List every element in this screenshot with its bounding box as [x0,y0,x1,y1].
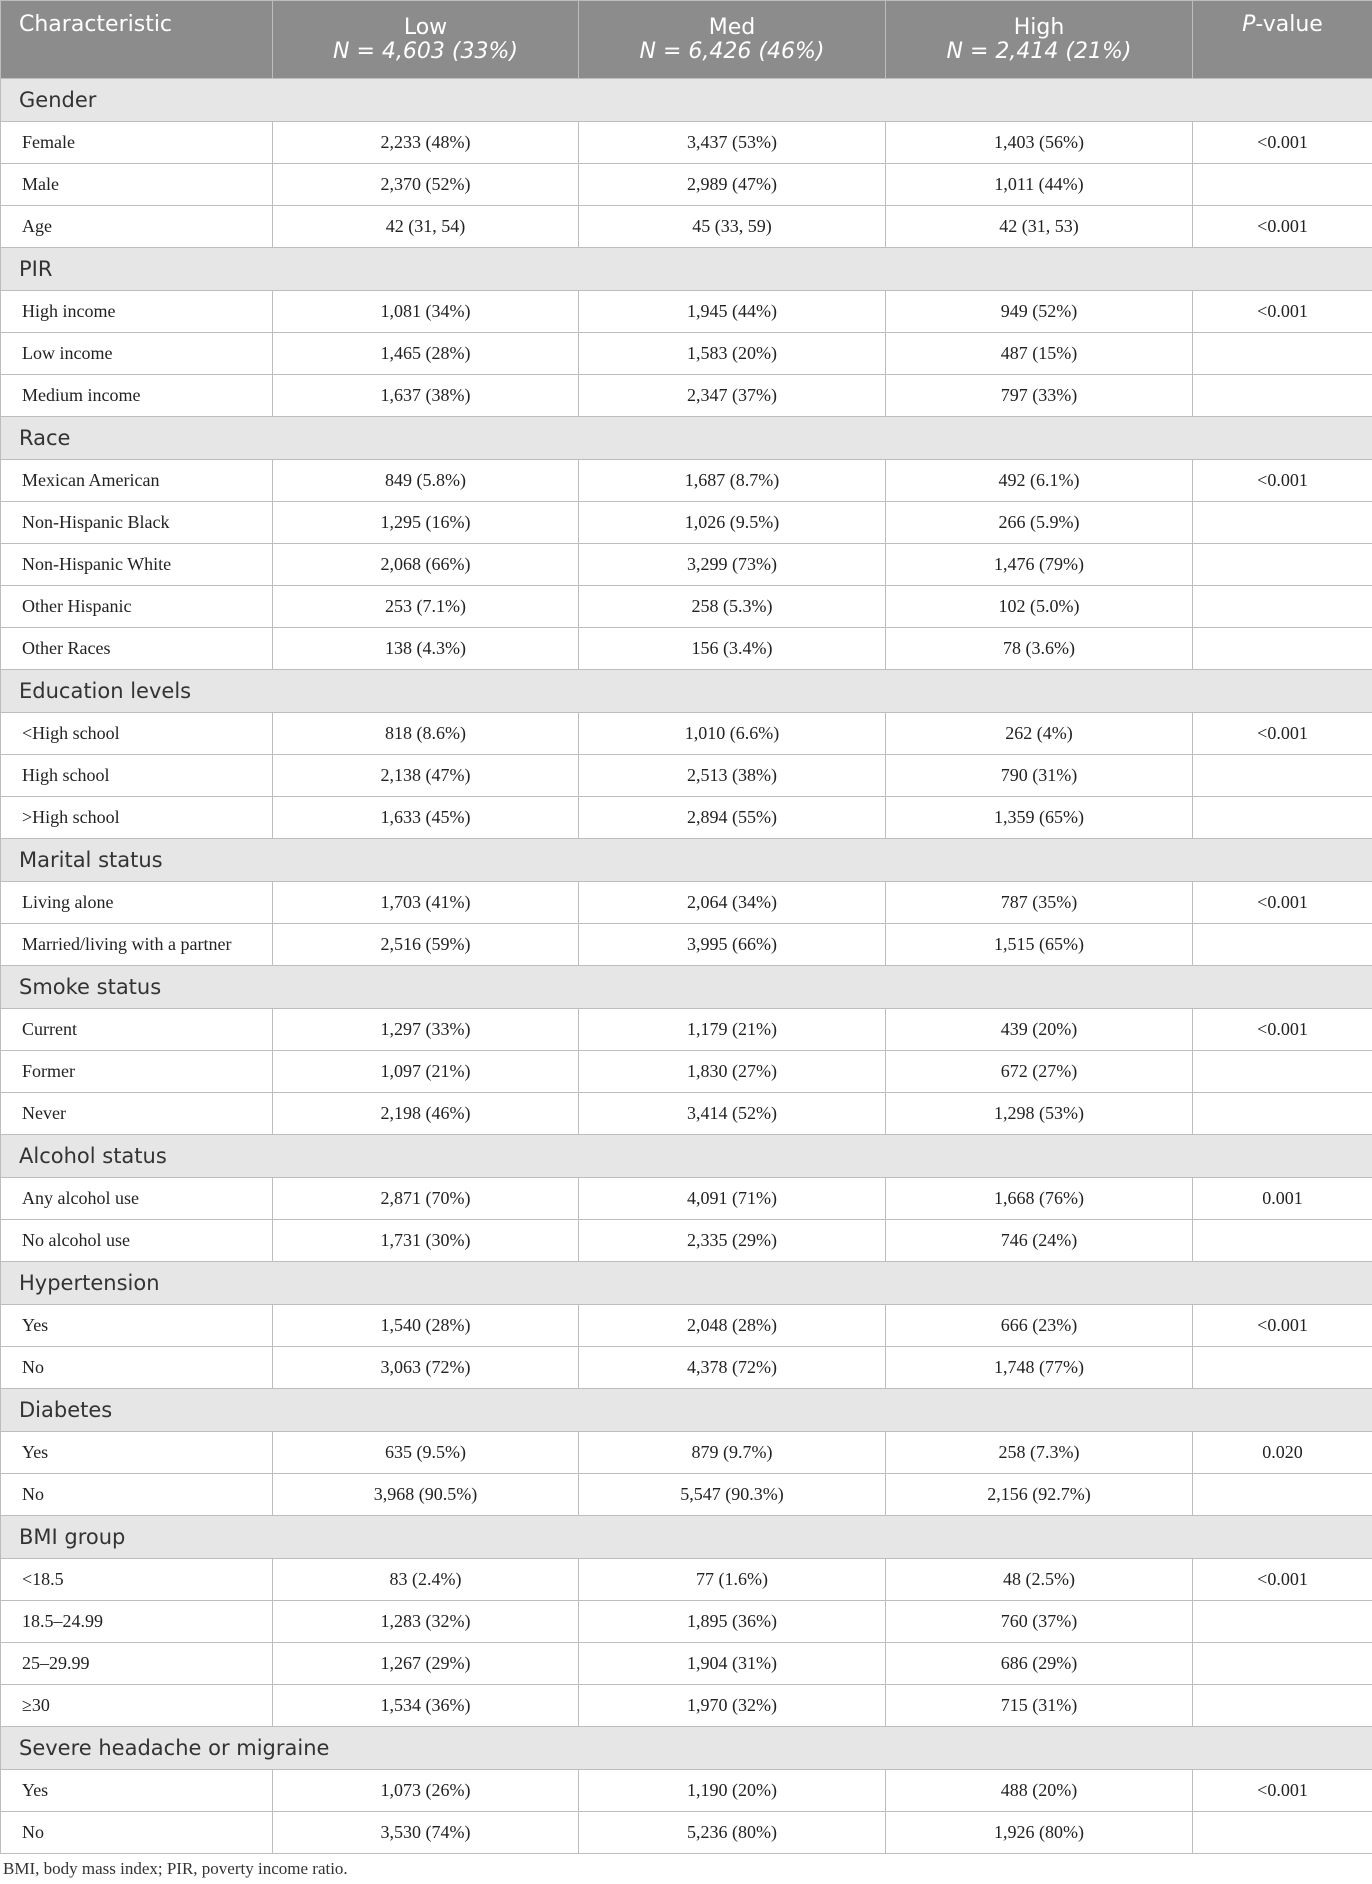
cell-low: 3,968 (90.5%) [273,1474,579,1516]
cell-med: 2,894 (55%) [579,797,886,839]
header-high-label: High [1013,14,1065,40]
cell-med: 2,513 (38%) [579,755,886,797]
cell-pvalue: <0.001 [1193,122,1372,164]
cell-low: 2,370 (52%) [273,164,579,206]
cell-med: 3,414 (52%) [579,1093,886,1135]
cell-med: 258 (5.3%) [579,586,886,628]
cell-high: 439 (20%) [886,1009,1193,1051]
cell-med: 1,895 (36%) [579,1601,886,1643]
row-label: <18.5 [1,1559,273,1601]
row-label: 25–29.99 [1,1643,273,1685]
cell-low: 1,731 (30%) [273,1220,579,1262]
row-label: Any alcohol use [1,1178,273,1220]
cell-med: 2,064 (34%) [579,882,886,924]
cell-high: 1,926 (80%) [886,1812,1193,1854]
section-row [1,1389,1372,1432]
row-label: No alcohol use [1,1220,273,1262]
section-row [1,1516,1372,1559]
cell-high: 488 (20%) [886,1770,1193,1812]
row-label: Yes [1,1432,273,1474]
cell-low: 635 (9.5%) [273,1432,579,1474]
cell-high: 790 (31%) [886,755,1193,797]
cell-med: 2,989 (47%) [579,164,886,206]
header-pvalue [1193,1,1372,79]
cell-low: 2,138 (47%) [273,755,579,797]
cell-high: 48 (2.5%) [886,1559,1193,1601]
table-row [1,882,1372,924]
cell-med: 1,583 (20%) [579,333,886,375]
cell-high: 42 (31, 53) [886,206,1193,248]
cell-low: 2,068 (66%) [273,544,579,586]
section-label: Marital status [1,839,1372,882]
row-label: Female [1,122,273,164]
table-row [1,291,1372,333]
table-row [1,1643,1372,1685]
header-med-label: Med [708,14,756,40]
table-row [1,1812,1372,1854]
cell-high: 1,011 (44%) [886,164,1193,206]
table-row [1,122,1372,164]
cell-high: 2,156 (92.7%) [886,1474,1193,1516]
table-row [1,1770,1372,1812]
cell-low: 253 (7.1%) [273,586,579,628]
cell-low: 1,465 (28%) [273,333,579,375]
row-label: Yes [1,1770,273,1812]
cell-high: 949 (52%) [886,291,1193,333]
section-label: Alcohol status [1,1135,1372,1178]
cell-low: 138 (4.3%) [273,628,579,670]
table-row [1,460,1372,502]
cell-med: 77 (1.6%) [579,1559,886,1601]
cell-low: 2,233 (48%) [273,122,579,164]
cell-low: 2,871 (70%) [273,1178,579,1220]
table-row [1,164,1372,206]
cell-med: 45 (33, 59) [579,206,886,248]
table-row [1,333,1372,375]
row-label: Low income [1,333,273,375]
row-label: No [1,1812,273,1854]
cell-high: 715 (31%) [886,1685,1193,1727]
row-label: No [1,1474,273,1516]
cell-low: 1,703 (41%) [273,882,579,924]
section-label: Education levels [1,670,1372,713]
cell-pvalue [1193,924,1372,966]
table-row [1,544,1372,586]
table-header [1,1,1372,79]
cell-med: 1,010 (6.6%) [579,713,886,755]
table-row [1,755,1372,797]
cell-pvalue [1193,1601,1372,1643]
section-row [1,417,1372,460]
row-label: Married/living with a partner [1,924,273,966]
section-label: BMI group [1,1516,1372,1559]
cell-med: 1,830 (27%) [579,1051,886,1093]
section-label: Smoke status [1,966,1372,1009]
table-row [1,1601,1372,1643]
cell-med: 1,190 (20%) [579,1770,886,1812]
table-body [1,79,1372,1854]
header-med [579,1,886,79]
row-label: Living alone [1,882,273,924]
cell-pvalue [1193,1474,1372,1516]
cell-med: 1,970 (32%) [579,1685,886,1727]
cell-med: 3,995 (66%) [579,924,886,966]
row-label: Current [1,1009,273,1051]
section-label: PIR [1,248,1372,291]
cell-med: 5,547 (90.3%) [579,1474,886,1516]
section-row [1,670,1372,713]
cell-high: 262 (4%) [886,713,1193,755]
table-row [1,924,1372,966]
header-row [1,1,1372,79]
section-label: Gender [1,79,1372,122]
table-row [1,1685,1372,1727]
table-row [1,1093,1372,1135]
table-row [1,797,1372,839]
cell-low: 3,063 (72%) [273,1347,579,1389]
row-label: Age [1,206,273,248]
row-label: Medium income [1,375,273,417]
cell-high: 1,748 (77%) [886,1347,1193,1389]
cell-pvalue [1193,1347,1372,1389]
table-row [1,1347,1372,1389]
cell-pvalue: 0.001 [1193,1178,1372,1220]
header-pvalue-p: P [1242,12,1256,37]
table-row [1,1009,1372,1051]
table-row [1,1178,1372,1220]
cell-pvalue [1193,755,1372,797]
cell-high: 492 (6.1%) [886,460,1193,502]
cell-pvalue [1193,1051,1372,1093]
cell-pvalue [1193,544,1372,586]
section-row [1,839,1372,882]
cell-low: 1,637 (38%) [273,375,579,417]
cell-med: 2,347 (37%) [579,375,886,417]
cell-high: 686 (29%) [886,1643,1193,1685]
row-label: 18.5–24.99 [1,1601,273,1643]
table-row [1,375,1372,417]
table-row [1,1559,1372,1601]
cell-low: 1,297 (33%) [273,1009,579,1051]
row-label: High school [1,755,273,797]
cell-pvalue: <0.001 [1193,882,1372,924]
cell-med: 1,687 (8.7%) [579,460,886,502]
cell-low: 1,073 (26%) [273,1770,579,1812]
cell-low: 2,516 (59%) [273,924,579,966]
cell-pvalue [1193,1812,1372,1854]
cell-high: 258 (7.3%) [886,1432,1193,1474]
section-row [1,1727,1372,1770]
cell-pvalue: <0.001 [1193,460,1372,502]
cell-med: 1,904 (31%) [579,1643,886,1685]
row-label: Other Races [1,628,273,670]
table-row [1,713,1372,755]
row-label: Non-Hispanic White [1,544,273,586]
cell-high: 78 (3.6%) [886,628,1193,670]
cell-high: 666 (23%) [886,1305,1193,1347]
cell-med: 2,048 (28%) [579,1305,886,1347]
row-label: Yes [1,1305,273,1347]
cell-high: 1,359 (65%) [886,797,1193,839]
table-row [1,628,1372,670]
section-label: Severe headache or migraine [1,1727,1372,1770]
table-row [1,586,1372,628]
cell-high: 787 (35%) [886,882,1193,924]
table-row [1,1220,1372,1262]
cell-low: 3,530 (74%) [273,1812,579,1854]
cell-med: 2,335 (29%) [579,1220,886,1262]
table-footnote: BMI, body mass index; PIR, poverty income ratio. [3,1859,348,1878]
header-med-n: N = 6,426 (46%) [639,38,825,64]
cell-low: 1,633 (45%) [273,797,579,839]
section-row [1,1135,1372,1178]
cell-med: 1,179 (21%) [579,1009,886,1051]
cell-low: 42 (31, 54) [273,206,579,248]
cell-med: 156 (3.4%) [579,628,886,670]
cell-pvalue: 0.020 [1193,1432,1372,1474]
cell-low: 2,198 (46%) [273,1093,579,1135]
cell-high: 1,515 (65%) [886,924,1193,966]
cell-low: 1,283 (32%) [273,1601,579,1643]
cell-med: 5,236 (80%) [579,1812,886,1854]
section-label: Hypertension [1,1262,1372,1305]
cell-pvalue [1193,1643,1372,1685]
header-pvalue-rest: -value [1255,12,1323,37]
header-characteristic: Characteristic [1,1,273,79]
cell-med: 1,945 (44%) [579,291,886,333]
row-label: Former [1,1051,273,1093]
row-label: High income [1,291,273,333]
cell-pvalue: <0.001 [1193,1305,1372,1347]
cell-pvalue: <0.001 [1193,206,1372,248]
cell-high: 487 (15%) [886,333,1193,375]
table-row [1,1305,1372,1347]
table-row [1,206,1372,248]
cell-med: 3,299 (73%) [579,544,886,586]
table-row [1,1432,1372,1474]
cell-pvalue: <0.001 [1193,713,1372,755]
section-row [1,79,1372,122]
cell-high: 746 (24%) [886,1220,1193,1262]
cell-pvalue: <0.001 [1193,1009,1372,1051]
section-label: Diabetes [1,1389,1372,1432]
cell-high: 672 (27%) [886,1051,1193,1093]
cell-pvalue [1193,502,1372,544]
cell-med: 879 (9.7%) [579,1432,886,1474]
cell-med: 3,437 (53%) [579,122,886,164]
section-row [1,966,1372,1009]
cell-med: 1,026 (9.5%) [579,502,886,544]
header-low-label: Low [403,14,448,40]
row-label: ≥30 [1,1685,273,1727]
row-label: >High school [1,797,273,839]
table-row [1,502,1372,544]
header-high [886,1,1193,79]
cell-high: 760 (37%) [886,1601,1193,1643]
cell-high: 1,476 (79%) [886,544,1193,586]
section-row [1,248,1372,291]
cell-med: 4,091 (71%) [579,1178,886,1220]
table-row [1,1474,1372,1516]
cell-pvalue [1193,586,1372,628]
table-row [1,1051,1372,1093]
cell-pvalue: <0.001 [1193,1770,1372,1812]
row-label: Male [1,164,273,206]
cell-low: 849 (5.8%) [273,460,579,502]
cell-pvalue [1193,1685,1372,1727]
cell-pvalue: <0.001 [1193,291,1372,333]
cell-pvalue [1193,164,1372,206]
cell-pvalue [1193,797,1372,839]
cell-high: 1,403 (56%) [886,122,1193,164]
cell-pvalue [1193,375,1372,417]
cell-pvalue: <0.001 [1193,1559,1372,1601]
section-label: Race [1,417,1372,460]
row-label: No [1,1347,273,1389]
cell-low: 1,540 (28%) [273,1305,579,1347]
cell-low: 1,097 (21%) [273,1051,579,1093]
cell-high: 797 (33%) [886,375,1193,417]
cell-low: 1,295 (16%) [273,502,579,544]
cell-pvalue [1193,333,1372,375]
header-high-n: N = 2,414 (21%) [946,38,1132,64]
cell-high: 266 (5.9%) [886,502,1193,544]
cell-pvalue [1193,1220,1372,1262]
cell-low: 1,267 (29%) [273,1643,579,1685]
cell-pvalue [1193,628,1372,670]
row-label: <High school [1,713,273,755]
cell-high: 1,668 (76%) [886,1178,1193,1220]
header-low-n: N = 4,603 (33%) [333,38,518,64]
section-row [1,1262,1372,1305]
cell-med: 4,378 (72%) [579,1347,886,1389]
row-label: Mexican American [1,460,273,502]
header-low [273,1,579,79]
row-label: Non-Hispanic Black [1,502,273,544]
cell-low: 1,534 (36%) [273,1685,579,1727]
cell-low: 1,081 (34%) [273,291,579,333]
row-label: Never [1,1093,273,1135]
row-label: Other Hispanic [1,586,273,628]
cell-pvalue [1193,1093,1372,1135]
cell-high: 1,298 (53%) [886,1093,1193,1135]
cell-low: 818 (8.6%) [273,713,579,755]
cell-high: 102 (5.0%) [886,586,1193,628]
cell-low: 83 (2.4%) [273,1559,579,1601]
